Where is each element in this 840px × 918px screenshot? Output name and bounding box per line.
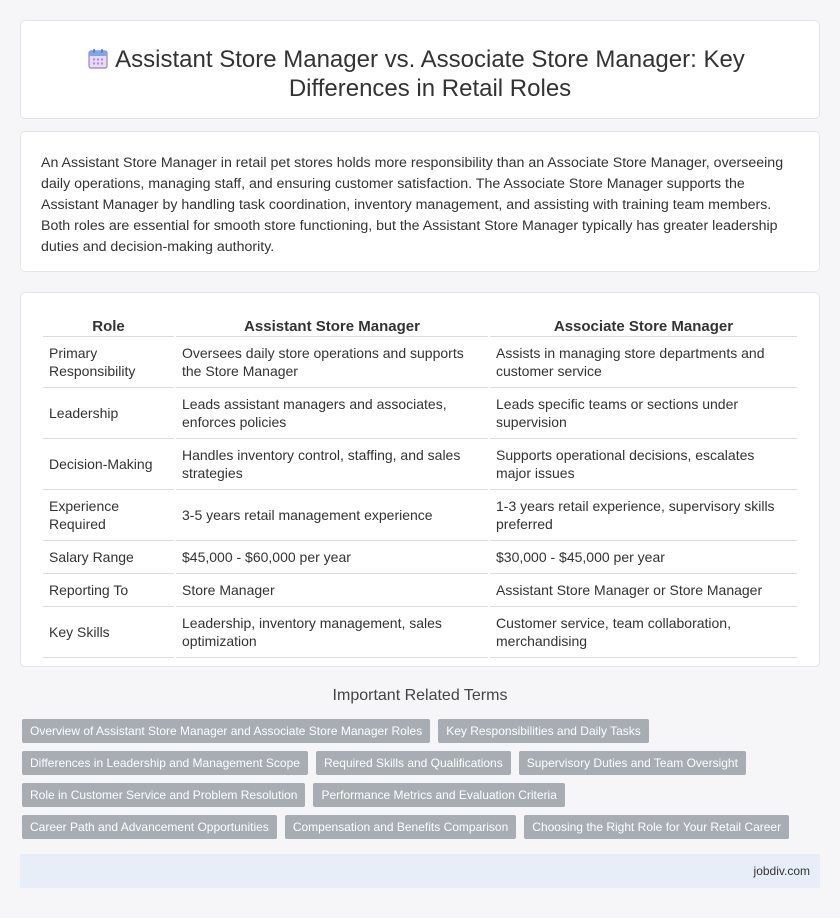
table-row	[43, 388, 797, 439]
related-term-tag[interactable]: Career Path and Advancement Opportunities	[22, 815, 277, 839]
row-label: Salary Range	[43, 541, 174, 574]
related-term-tag[interactable]: Choosing the Right Role for Your Retail Career	[524, 815, 789, 839]
table-header-row	[43, 317, 797, 337]
assistant-cell: Handles inventory control, staffing, and sales strategies	[176, 439, 488, 490]
related-term-tag[interactable]: Performance Metrics and Evaluation Criteria	[313, 783, 564, 807]
associate-cell: Assistant Store Manager or Store Manager	[490, 574, 797, 607]
intro-card	[20, 131, 820, 272]
column-header-associate: Associate Store Manager	[490, 317, 797, 337]
table-row	[43, 541, 797, 574]
associate-cell: 1-3 years retail experience, supervisory skills preferred	[490, 490, 797, 541]
related-terms-heading: Important Related Terms	[332, 687, 508, 704]
tag-row	[22, 751, 822, 775]
comparison-table	[41, 317, 799, 658]
associate-cell: Leads specific teams or sections under supervision	[490, 388, 797, 439]
page-title-line1: Assistant Store Manager vs. Associate Store Manager: Key	[115, 46, 745, 73]
assistant-cell: Store Manager	[176, 574, 488, 607]
associate-cell: Assists in managing store departments and customer service	[490, 337, 797, 388]
comparison-table-card	[20, 292, 820, 667]
column-header-assistant: Assistant Store Manager	[176, 317, 488, 337]
intro-paragraph: An Assistant Store Manager in retail pet stores holds more responsibility than an Associate Store Manager, overseeing daily operations, managing staff, and ensuring customer satisfaction. The Associate Store Manager supports the Assistant Manager by handling task coordination, inventory management, and assisting with training team members. Both roles are essential for smooth store functioning, but the Assistant Store Manager typically has greater leadership duties and decision-making authority.	[41, 155, 784, 255]
related-term-tag[interactable]: Required Skills and Qualifications	[316, 751, 511, 775]
related-term-tag[interactable]: Key Responsibilities and Daily Tasks	[438, 719, 649, 743]
related-terms-tags	[22, 719, 822, 847]
assistant-cell: Oversees daily store operations and supports the Store Manager	[176, 337, 488, 388]
page-title	[21, 45, 819, 103]
related-term-tag[interactable]: Supervisory Duties and Team Oversight	[519, 751, 746, 775]
assistant-cell: 3-5 years retail management experience	[176, 490, 488, 541]
page-title-line2: Differences in Retail Roles	[288, 75, 572, 102]
assistant-cell: Leads assistant managers and associates, enforces policies	[176, 388, 488, 439]
table-row	[43, 607, 797, 658]
tag-row	[22, 719, 822, 743]
assistant-cell: $45,000 - $60,000 per year	[176, 541, 488, 574]
table-row	[43, 337, 797, 388]
row-label: Reporting To	[43, 574, 174, 607]
footer	[20, 854, 820, 888]
tag-row	[22, 815, 822, 839]
row-label: Experience Required	[43, 490, 174, 541]
footer-site-link[interactable]: jobdiv.com	[753, 864, 810, 878]
row-label: Primary Responsibility	[43, 337, 174, 388]
related-term-tag[interactable]: Overview of Assistant Store Manager and Associate Store Manager Roles	[22, 719, 430, 743]
column-header-role: Role	[43, 317, 174, 337]
table-row	[43, 439, 797, 490]
row-label: Leadership	[43, 388, 174, 439]
row-label: Key Skills	[43, 607, 174, 658]
related-term-tag[interactable]: Differences in Leadership and Management Scope	[22, 751, 308, 775]
related-term-tag[interactable]: Compensation and Benefits Comparison	[285, 815, 516, 839]
associate-cell: Supports operational decisions, escalates major issues	[490, 439, 797, 490]
title-card	[20, 20, 820, 119]
assistant-cell: Leadership, inventory management, sales optimization	[176, 607, 488, 658]
related-term-tag[interactable]: Role in Customer Service and Problem Resolution	[22, 783, 305, 807]
table-row	[43, 490, 797, 541]
table-row	[43, 574, 797, 607]
row-label: Decision-Making	[43, 439, 174, 490]
associate-cell: $30,000 - $45,000 per year	[490, 541, 797, 574]
associate-cell: Customer service, team collaboration, merchandising	[490, 607, 797, 658]
tag-row	[22, 783, 822, 807]
